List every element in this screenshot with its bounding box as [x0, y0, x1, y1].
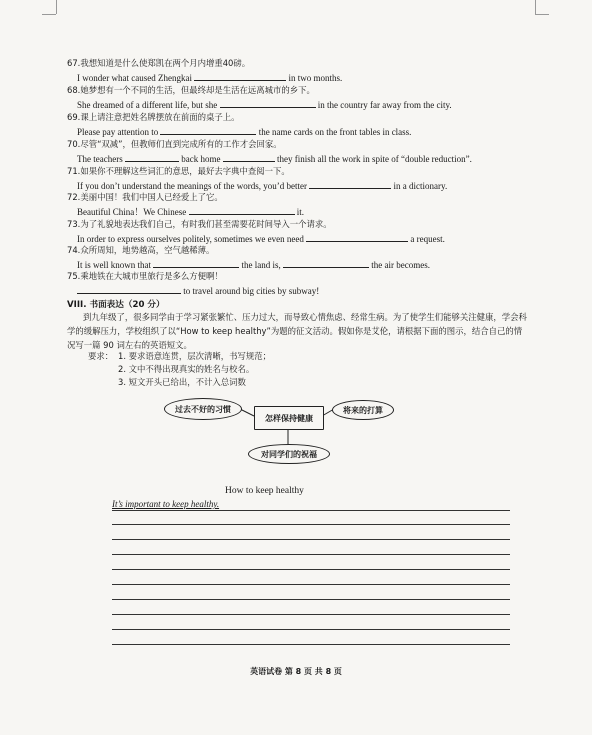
writing-line[interactable]: [112, 524, 510, 525]
essay-starter: It’s important to keep healthy.: [112, 499, 220, 509]
question-70-text-a: The teachers: [77, 154, 123, 164]
question-70-text-mid: back home: [181, 154, 221, 164]
question-73-text-a: In order to express ourselves politely, sometimes we even need: [77, 234, 304, 244]
question-72-text-b: it.: [296, 207, 305, 217]
essay-title: How to keep healthy: [225, 486, 304, 496]
question-68-cn: 68.她梦想有一个不同的生活，但最终却是生活在远离城市的乡下。: [67, 85, 315, 95]
question-69-text-a: Please pay attention to: [77, 127, 159, 137]
question-74-text-mid: the land is,: [241, 260, 281, 270]
writing-line[interactable]: [112, 554, 510, 555]
question-74-cn: 74.众所周知，地势越高，空气越稀薄。: [67, 245, 215, 255]
section-title: VIII. 书面表达（20 分）: [67, 300, 165, 310]
question-70-cn: 70.尽管“双减”，但教师们直到完成所有的工作才会回家。: [67, 139, 282, 149]
mindmap-node-left: 过去不好的习惯: [164, 398, 242, 420]
writing-line[interactable]: [112, 644, 510, 645]
question-72-cn: 72.美丽中国！我们中国人已经爱上了它。: [67, 192, 223, 202]
page-footer: 英语试卷 第 8 页 共 8 页: [250, 667, 342, 676]
mindmap-node-center: 怎样保持健康: [254, 406, 324, 430]
question-67-text-b: in two months.: [288, 73, 343, 83]
question-71-text-a: If you don’t understand the meanings of the words, you’d better: [77, 181, 308, 191]
mindmap-node-right: 将来的打算: [332, 400, 394, 420]
question-68-text-b: in the country far away from the city.: [317, 100, 452, 110]
requirements-label: 要求：: [88, 351, 114, 361]
requirement-item: 3. 短文开头已给出，不计入总词数: [118, 377, 246, 387]
writing-line[interactable]: [112, 614, 510, 615]
requirement-item: 1. 要求语意连贯，层次清晰，书写规范；: [118, 351, 272, 361]
mindmap-node-bottom: 对同学们的祝福: [248, 444, 330, 464]
question-69-text-b: the name cards on the front tables in class.: [258, 127, 412, 137]
question-70-text-b: they finish all the work in spite of “double reduction”.: [276, 154, 472, 164]
question-71-cn: 71.如果你不理解这些词汇的意思，最好去字典中查阅一下。: [67, 166, 290, 176]
question-75-text-b: to travel around big cities by subway!: [183, 286, 320, 296]
question-67-cn: 67.我想知道是什么使郑凯在两个月内增重40磅。: [67, 58, 251, 68]
question-73-cn: 73.为了礼貌地表达我们自己，有时我们甚至需要花时间导入一个请求。: [67, 219, 332, 229]
writing-line[interactable]: [112, 510, 510, 511]
question-67-text-a: I wonder what caused Zhengkai: [77, 73, 192, 83]
question-72-text-a: Beautiful China！We Chinese: [77, 207, 187, 217]
writing-line[interactable]: [112, 629, 510, 630]
writing-line[interactable]: [112, 569, 510, 570]
writing-line[interactable]: [112, 584, 510, 585]
writing-line[interactable]: [112, 539, 510, 540]
requirement-item: 2. 文中不得出现真实的姓名与校名。: [118, 364, 255, 374]
question-71-text-b: in a dictionary.: [393, 181, 448, 191]
question-74-text-b: the air becomes.: [371, 260, 430, 270]
writing-prompt: 到九年级了，很多同学由于学习紧张繁忙、压力过大，而导致心情焦虑、经常生病。为了使学生们能够关注健康，学会科学的缓解压力，学校组织了以“How to keep healthy”为题的征文活动。假如你是艾伦，请根据下面的图示，结合自己的情况写一篇 90 词左右的英语短文。: [67, 312, 527, 350]
question-68-text-a: She dreamed of a different life, but she: [77, 100, 218, 110]
question-69-cn: 69.课上请注意把姓名牌摆放在前面的桌子上。: [67, 112, 240, 122]
question-73-text-b: a request.: [410, 234, 445, 244]
question-75-cn: 75.乘地铁在大城市里旅行是多么方便啊！: [67, 271, 223, 281]
writing-line[interactable]: [112, 599, 510, 600]
question-74-text-a: It is well known that: [77, 260, 151, 270]
